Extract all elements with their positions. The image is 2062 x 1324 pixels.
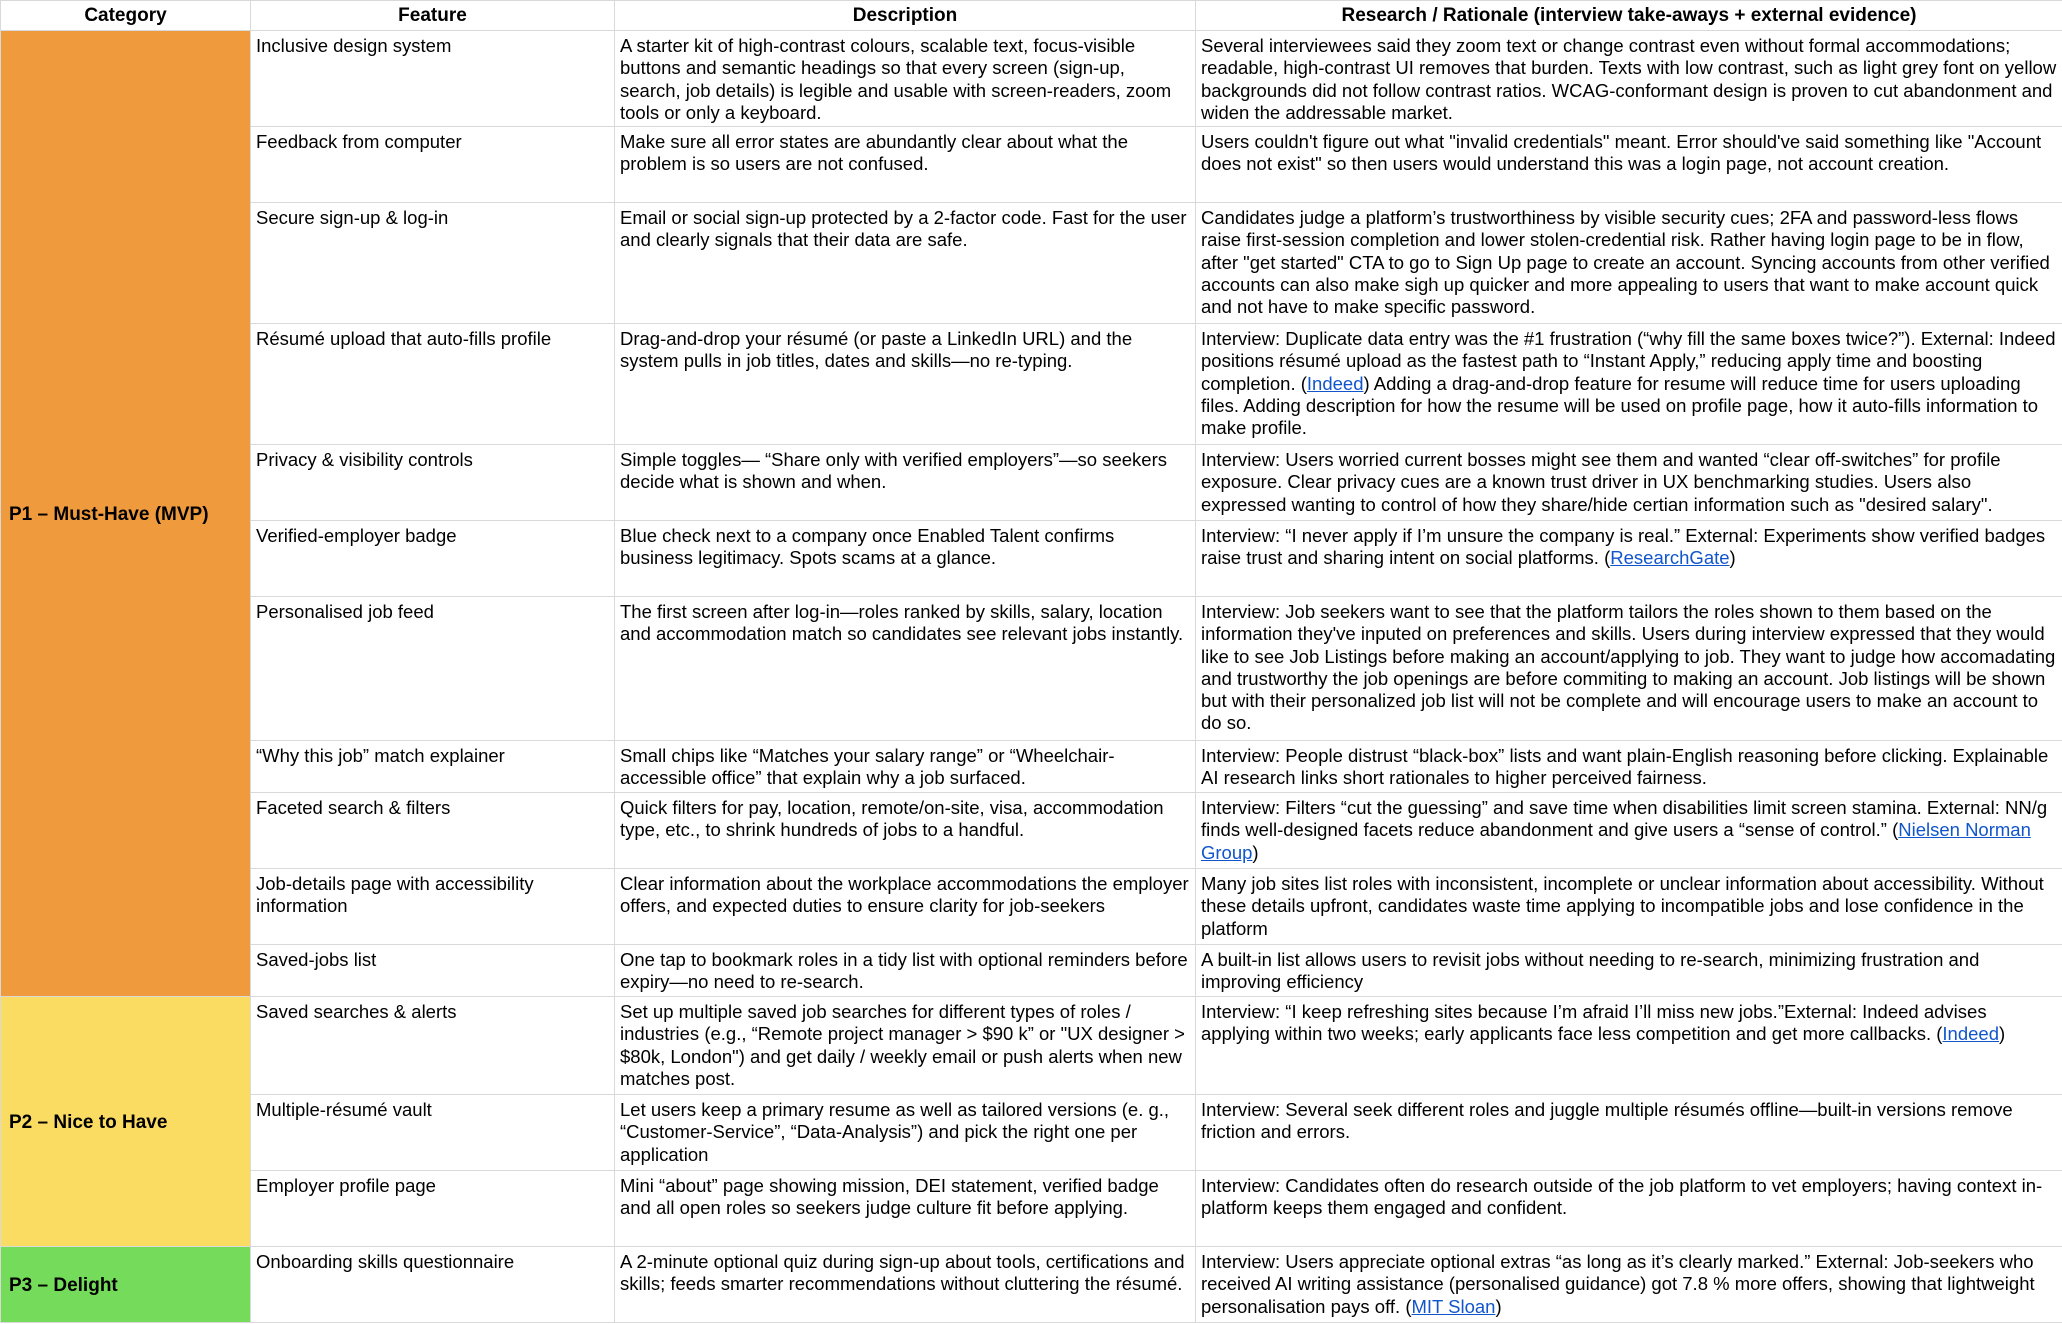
table-row: [1, 597, 2062, 741]
feature-cell[interactable]: Saved-jobs list: [251, 945, 615, 997]
feature-cell[interactable]: Onboarding skills questionnaire: [251, 1247, 615, 1323]
research-text: ) Adding a drag-and-drop feature for resume will reduce time for users uploading files. Adding description for how the resume will be used on profile page, how it auto-fills information to make profile.: [1201, 372, 2039, 439]
research-cell[interactable]: [1196, 324, 2062, 445]
description-cell[interactable]: Set up multiple saved job searches for different types of roles / industries (e.g., “Remote project manager > $90 k” or "UX designer > $80k, London") and get daily / weekly email or push alerts when new matches post.: [615, 997, 1196, 1095]
description-cell[interactable]: Simple toggles— “Share only with verified employers”—so seekers decide what is shown and when.: [615, 445, 1196, 521]
category-p1[interactable]: P1 – Must-Have (MVP): [1, 31, 251, 997]
table-row: [1, 741, 2062, 793]
feature-cell[interactable]: Employer profile page: [251, 1171, 615, 1247]
description-cell[interactable]: A 2-minute optional quiz during sign-up about tools, certifications and skills; feeds smarter recommendations without cluttering the résumé.: [615, 1247, 1196, 1323]
description-cell[interactable]: Make sure all error states are abundantly clear about what the problem is so users are not confused.: [615, 127, 1196, 203]
research-cell[interactable]: Interview: Job seekers want to see that the platform tailors the roles shown to them based on the information they've inputed on preferences and skills. Users during interview expressed that they would like to see Job Listings before making an account/applying to job. They want to judge how accomadating and trustworthy the job openings are before commiting to making an account. Job listings will be shown but with their personalized job list will not be complete and will encourage users to make an account to do so.: [1196, 597, 2062, 741]
description-cell[interactable]: A starter kit of high-contrast colours, scalable text, focus-visible buttons and semantic headings so that every screen (sign-up, search, job details) is legible and usable with screen-readers, zoom tools or only a keyboard.: [615, 31, 1196, 127]
table-row: [1, 997, 2062, 1095]
feature-cell[interactable]: Résumé upload that auto-fills profile: [251, 324, 615, 445]
research-text: ): [1252, 841, 1259, 863]
description-cell[interactable]: Small chips like “Matches your salary range” or “Wheelchair-accessible office” that explain why a job surfaced.: [615, 741, 1196, 793]
feature-cell[interactable]: Verified-employer badge: [251, 521, 615, 597]
description-cell[interactable]: Drag-and-drop your résumé (or paste a LinkedIn URL) and the system pulls in job titles, dates and skills—no re-typing.: [615, 324, 1196, 445]
feature-cell[interactable]: Secure sign-up & log-in: [251, 203, 615, 324]
feature-cell[interactable]: Faceted search & filters: [251, 793, 615, 869]
feature-cell[interactable]: Job-details page with accessibility information: [251, 869, 615, 945]
header-research[interactable]: Research / Rationale (interview take-aways + external evidence): [1196, 1, 2062, 31]
header-description[interactable]: Description: [615, 1, 1196, 31]
research-cell[interactable]: Candidates judge a platform’s trustworthiness by visible security cues; 2FA and password-less flows raise first-session completion and lower stolen-credential risk. Rather having login page to be in flow, after "get started" CTA to go to Sign Up page to create an account. Syncing accounts from other verified accounts can also make sigh up quicker and more appealing to users that want to make account quick and not have to make specific password.: [1196, 203, 2062, 324]
feature-cell[interactable]: Saved searches & alerts: [251, 997, 615, 1095]
header-category[interactable]: Category: [1, 1, 251, 31]
table-row: [1, 521, 2062, 597]
research-cell[interactable]: Interview: Candidates often do research outside of the job platform to vet employers; having context in-platform keeps them engaged and confident.: [1196, 1171, 2062, 1247]
category-p2[interactable]: P2 – Nice to Have: [1, 997, 251, 1247]
feature-cell[interactable]: “Why this job” match explainer: [251, 741, 615, 793]
header-row: [1, 1, 2062, 31]
feature-cell[interactable]: Inclusive design system: [251, 31, 615, 127]
research-cell[interactable]: [1196, 793, 2062, 869]
feature-cell[interactable]: Privacy & visibility controls: [251, 445, 615, 521]
research-text: Interview: “I never apply if I’m unsure the company is real.” External: Experiments show verified badges raise trust and sharing intent on social platforms. (: [1201, 525, 2046, 569]
research-text: ): [1999, 1023, 2006, 1045]
table-row: [1, 793, 2062, 869]
description-cell[interactable]: Let users keep a primary resume as well as tailored versions (e. g., “Customer-Service”, “Data-Analysis”) and pick the right one per application: [615, 1095, 1196, 1171]
research-cell[interactable]: [1196, 521, 2062, 597]
description-cell[interactable]: Clear information about the workplace accommodations the employer offers, and expected duties to ensure clarity for job-seekers: [615, 869, 1196, 945]
feature-cell[interactable]: Personalised job feed: [251, 597, 615, 741]
research-cell[interactable]: Interview: Users worried current bosses might see them and wanted “clear off-switches” for profile exposure. Clear privacy cues are a known trust driver in UX benchmarking studies. Users also expressed wanting to control of how they share/hide certian information such as "desired salary".: [1196, 445, 2062, 521]
table-row: [1, 1247, 2062, 1323]
table-row: [1, 203, 2062, 324]
table-row: [1, 945, 2062, 997]
description-cell[interactable]: Blue check next to a company once Enabled Talent confirms business legitimacy. Spots scams at a glance.: [615, 521, 1196, 597]
research-text: ): [1729, 547, 1736, 569]
description-cell[interactable]: The first screen after log-in—roles ranked by skills, salary, location and accommodation match so candidates see relevant jobs instantly.: [615, 597, 1196, 741]
research-text: Interview: Filters “cut the guessing” and save time when disabilities limit screen stamina. External: NN/g finds well-designed facets reduce abandonment and give users a “sense of control.” (: [1201, 797, 2048, 841]
table-row: [1, 324, 2062, 445]
research-cell[interactable]: Interview: People distrust “black-box” lists and want plain-English reasoning before clicking. Explainable AI research links short rationales to higher perceived fairness.: [1196, 741, 2062, 793]
nngroup-link[interactable]: Nielsen Norman Group: [1201, 819, 2031, 863]
mitsloan-link[interactable]: MIT Sloan: [1411, 1295, 1496, 1317]
table-row: [1, 31, 2062, 127]
indeed-link[interactable]: Indeed: [1942, 1023, 1999, 1045]
research-cell[interactable]: [1196, 997, 2062, 1095]
research-cell[interactable]: Interview: Several seek different roles and juggle multiple résumés offline—built-in versions remove friction and errors.: [1196, 1095, 2062, 1171]
description-cell[interactable]: Mini “about” page showing mission, DEI statement, verified badge and all open roles so seekers judge culture fit before applying.: [615, 1171, 1196, 1247]
table-row: [1, 1171, 2062, 1247]
research-text: Interview: Duplicate data entry was the #1 frustration (“why fill the same boxes twice?”). External: Indeed positions résumé upload as the fastest path to “Instant Apply,” reducing apply time and boosting completion. (: [1201, 328, 2056, 394]
research-cell[interactable]: [1196, 1247, 2062, 1323]
category-p3[interactable]: P3 – Delight: [1, 1247, 251, 1323]
description-cell[interactable]: Email or social sign-up protected by a 2-factor code. Fast for the user and clearly signals that their data are safe.: [615, 203, 1196, 324]
feature-cell[interactable]: Multiple-résumé vault: [251, 1095, 615, 1171]
research-cell[interactable]: Several interviewees said they zoom text or change contrast even without formal accommodations; readable, high-contrast UI removes that burden. Texts with low contrast, such as light grey font on yellow backgrounds did not follow contrast ratios. WCAG-conformant design is proven to cut abandonment and widen the addressable market.: [1196, 31, 2062, 127]
header-feature[interactable]: Feature: [251, 1, 615, 31]
table-row: [1, 445, 2062, 521]
indeed-link[interactable]: Indeed: [1306, 372, 1364, 394]
table-row: [1, 1095, 2062, 1171]
research-text: Interview: Users appreciate optional extras “as long as it’s clearly marked.” External: Job-seekers who received AI writing assistance (personalised guidance) got 7.8 % more offers, showing that lightweight personalisation pays off. (: [1201, 1251, 2035, 1317]
table-row: [1, 869, 2062, 945]
research-text: Interview: “I keep refreshing sites because I’m afraid I’ll miss new jobs.”External: Indeed advises applying within two weeks; early applicants face less competition and get more callbacks. (: [1201, 1001, 1987, 1045]
research-cell[interactable]: Many job sites list roles with inconsistent, incomplete or unclear information about accessibility. Without these details upfront, candidates waste time applying to incompatible jobs and lose confidence in the platform: [1196, 869, 2062, 945]
research-cell[interactable]: A built-in list allows users to revisit jobs without needing to re-search, minimizing frustration and improving efficiency: [1196, 945, 2062, 997]
table-row: [1, 127, 2062, 203]
description-cell[interactable]: Quick filters for pay, location, remote/on-site, visa, accommodation type, etc., to shrink hundreds of jobs to a handful.: [615, 793, 1196, 869]
description-cell[interactable]: One tap to bookmark roles in a tidy list with optional reminders before expiry—no need to re-search.: [615, 945, 1196, 997]
research-cell[interactable]: Users couldn't figure out what "invalid credentials" meant. Error should've said something like "Account does not exist" so then users would understand this was a login page, not account creation.: [1196, 127, 2062, 203]
feature-cell[interactable]: Feedback from computer: [251, 127, 615, 203]
research-text: ): [1495, 1295, 1502, 1317]
researchgate-link[interactable]: ResearchGate: [1610, 547, 1730, 569]
